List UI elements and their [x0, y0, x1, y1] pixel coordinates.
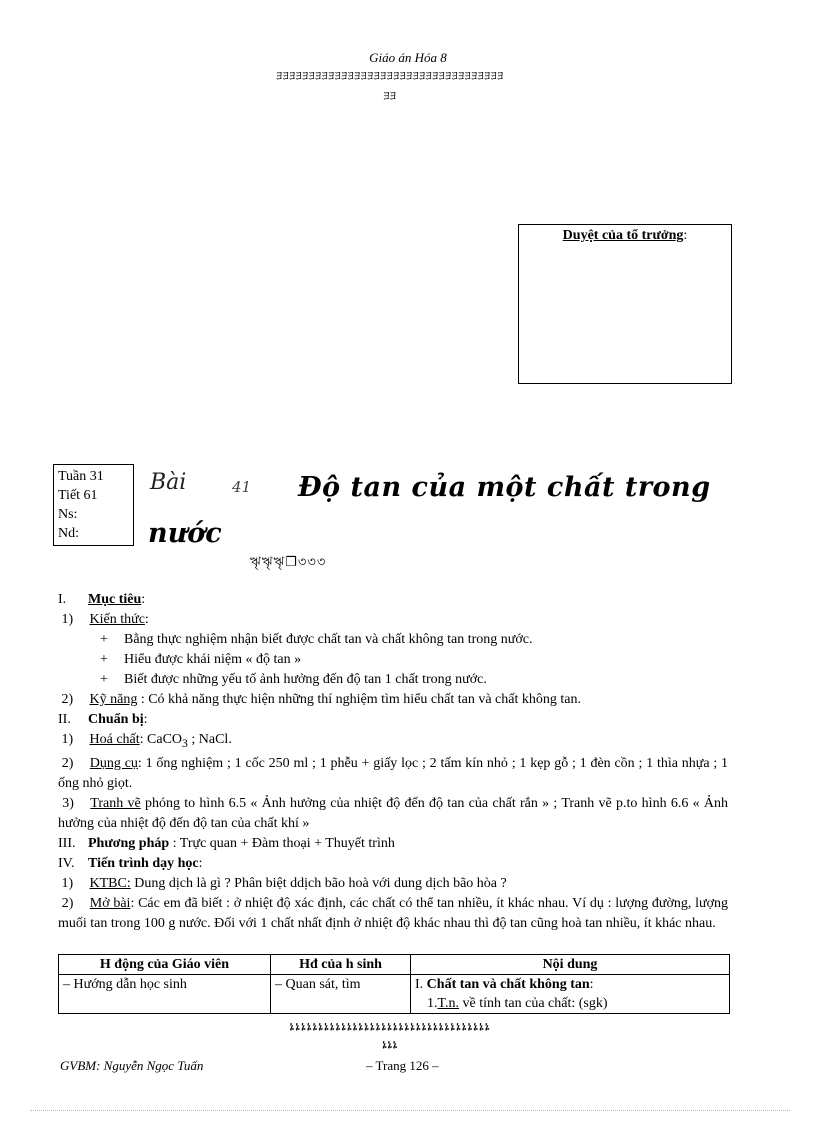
teacher-activity: – Hướng dẫn học sinh — [59, 975, 271, 1014]
author-label: GVBM: Nguyễn Ngọc Tuấn — [60, 1058, 204, 1073]
header-ornament-line-2: ﾖﾖ — [383, 89, 397, 103]
week-label: Tuần 31 — [58, 469, 104, 484]
section-method: III. Phương pháp : Trực quan + Đàm thoại + Thuyết trình — [58, 835, 395, 851]
table-row — [59, 975, 730, 1014]
subsection-equipment: 2) Dụng cụ: 1 ống nghiệm ; 1 cốc 250 ml ; 1 phễu + giấy lọc ; 2 tấm kín nhỏ ; 1 kẹp gỗ ; 1 đèn cồn ; 1 thìa nhựa ; 1 ống nhỏ giọt. — [58, 755, 729, 791]
approval-label: Duyệt của tổ trưởng: — [562, 228, 688, 243]
ns-label: Ns: — [58, 507, 78, 522]
activity-table — [58, 954, 730, 1014]
student-activity: – Quan sát, tìm — [271, 975, 411, 1014]
lesson-title-continued: nước — [148, 518, 222, 549]
lesson-prefix: Bài — [150, 470, 187, 495]
section-procedure: IV. Tiến trình dạy học: — [58, 855, 203, 871]
section-objectives: I. Mục tiêu: — [58, 592, 146, 607]
lesson-number: 41 — [232, 478, 252, 496]
document-header: Giáo án Hóa 8 — [369, 50, 447, 65]
table-header-row — [59, 955, 730, 975]
nd-label: Nd: — [58, 526, 79, 541]
lesson-title: Độ tan của một chất trong — [298, 472, 711, 503]
period-label: Tiết 61 — [58, 488, 98, 503]
subsection-pictures: 3) Tranh vẽ phóng to hình 6.5 « Ảnh hưởng của nhiệt độ đến độ tan của chất rắn » ; Tranh vẽ p.to hình 6.6 « Ảnh hưởng của nhiệt độ đến độ tan của chất khí » — [58, 795, 729, 831]
page-divider — [30, 1110, 790, 1111]
subsection-knowledge: 1) Kiến thức: — [61, 612, 149, 627]
lesson-info-box — [53, 464, 134, 546]
knowledge-bullet: + Biết được những yếu tố ảnh hưởng đến độ tan 1 chất trong nước. — [100, 672, 487, 687]
section-preparation: II. Chuẩn bị: — [58, 712, 148, 727]
approval-box — [518, 224, 732, 384]
subsection-skills: 2) Kỹ năng : Có khả năng thực hiện những thí nghiệm tìm hiểu chất tan và chất không tan. — [61, 692, 581, 707]
header-content: Nội dung — [411, 955, 730, 975]
knowledge-bullet: + Hiểu được khái niệm « độ tan » — [100, 652, 302, 667]
footer-ornament-line-2: ኔኔኔ — [382, 1037, 398, 1051]
header-teacher: H động của Giáo viên — [59, 955, 271, 975]
subsection-chemicals: 1) Hoá chất: CaCO$_3$ ; NaCl. — [61, 732, 232, 750]
content-cell: I. Chất tan và chất không tan: 1.T.n. về tính tan của chất: (sgk) — [411, 975, 730, 1014]
lesson-ornament: ৠৠৠ❐৩৩৩ — [250, 554, 327, 569]
page-number: – Trang 126 – — [366, 1058, 439, 1073]
knowledge-bullet: + Bằng thực nghiệm nhận biết được chất tan và chất không tan trong nước. — [100, 632, 533, 647]
header-student: Hđ của h sinh — [271, 955, 411, 975]
header-ornament-line: ﾖﾖﾖﾖﾖﾖﾖﾖﾖﾖﾖﾖﾖﾖﾖﾖﾖﾖﾖﾖﾖﾖﾖﾖﾖﾖﾖﾖﾖﾖﾖﾖﾖﾖﾖ — [276, 69, 504, 83]
footer-ornament-line: ኔኔኔኔኔኔኔኔኔኔኔኔኔኔኔኔኔኔኔኔኔኔኔኔኔኔኔኔኔኔኔኔኔኔኔ — [289, 1019, 491, 1033]
subsection-intro: 2) Mở bài: Các em đã biết : ở nhiệt độ xác định, các chất có thể tan nhiều, ít khác nhau. Ví dụ : lượng đường, lượng muối tan trong 100 g nước. Đối với 1 chất nhất định ở nhiệt độ khác nhau thì độ tan cũng hoà tan nhiều, ít khác nhau. — [58, 895, 728, 931]
subsection-review: 1) KTBC: Dung dịch là gì ? Phân biệt ddịch bão hoà với dung dịch bão hòa ? — [61, 875, 507, 891]
lesson-content — [58, 590, 728, 934]
